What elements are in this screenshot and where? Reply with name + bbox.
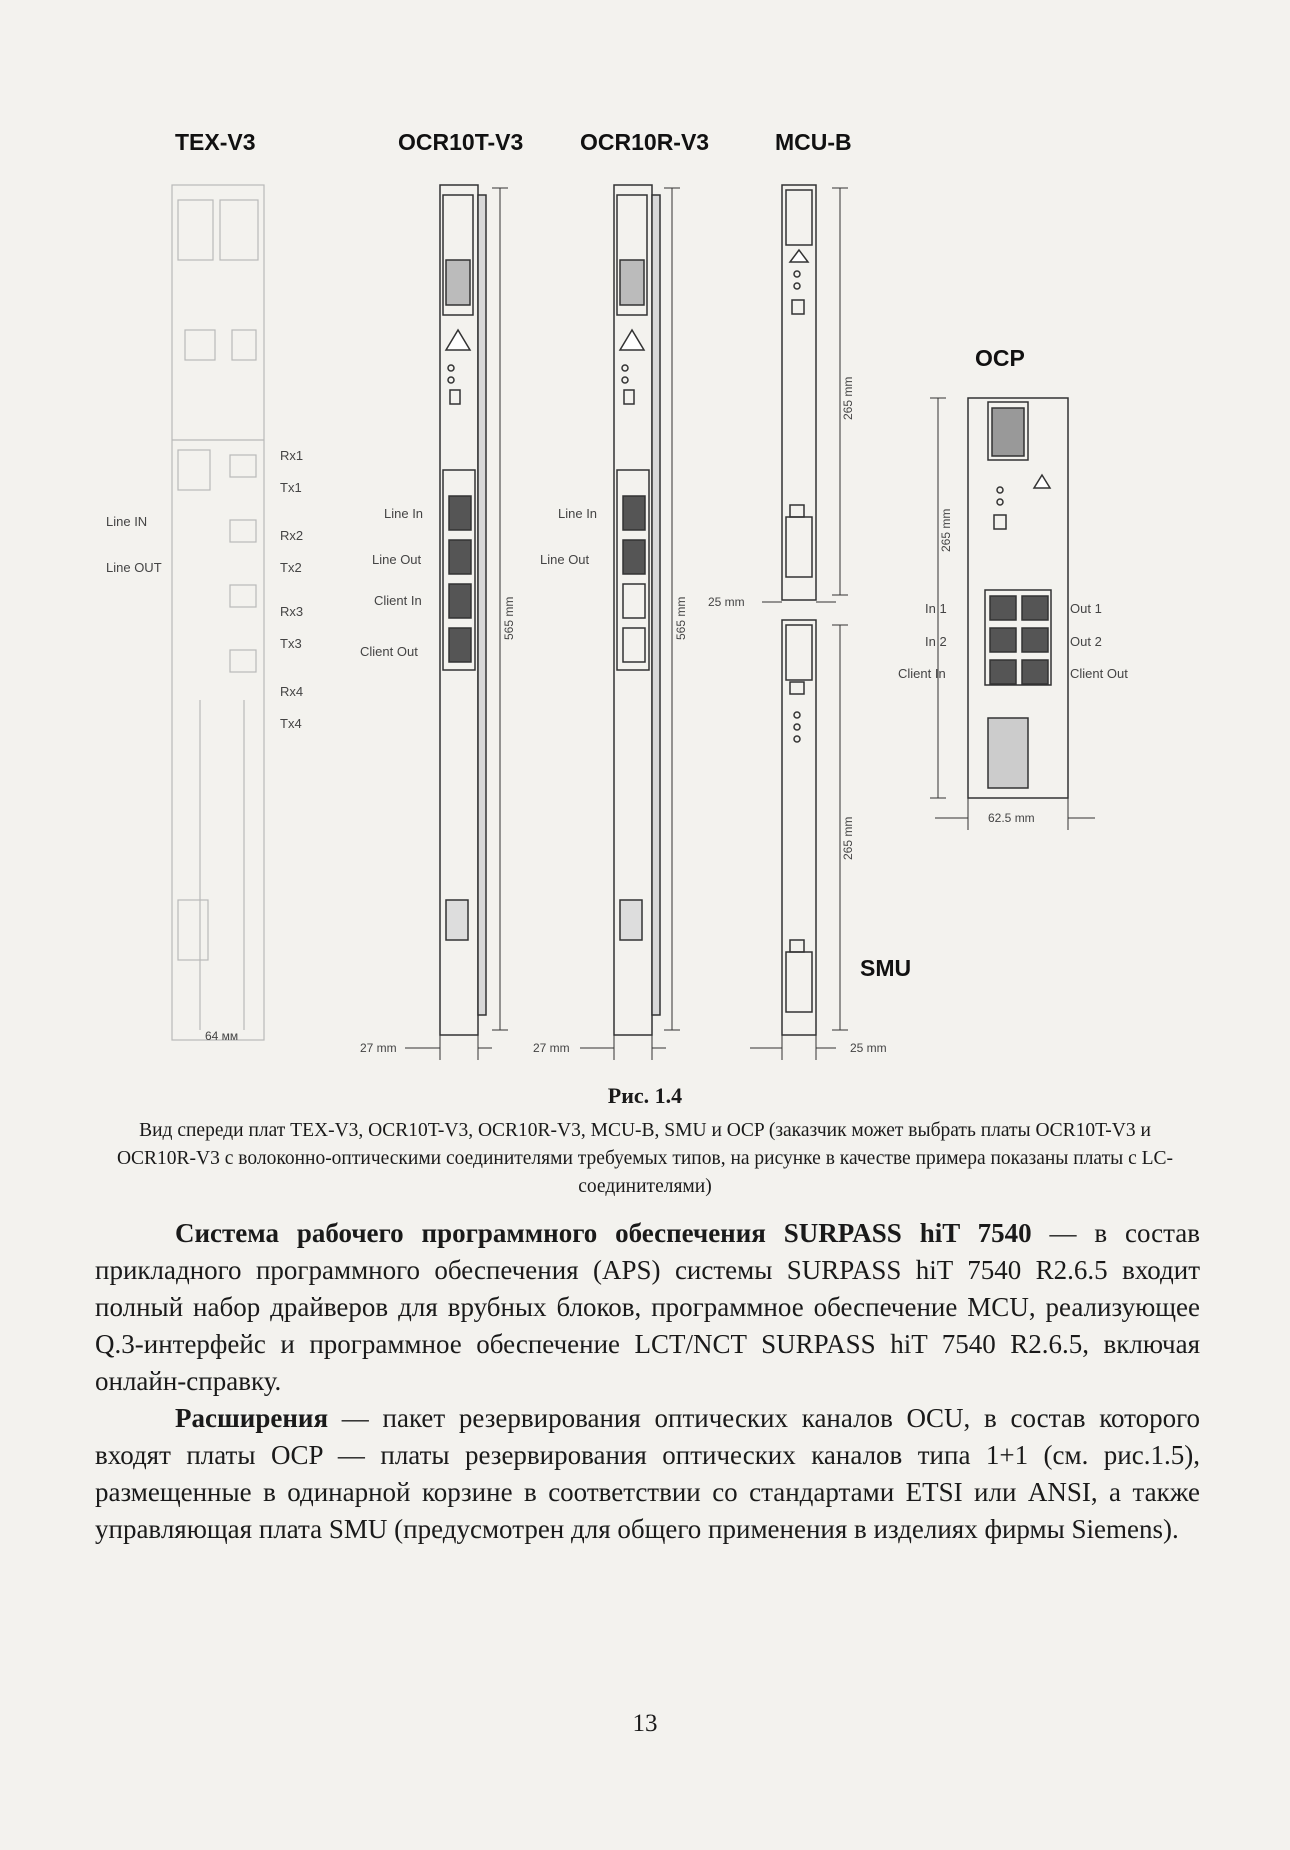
title-ocr10t-v3: OCR10T-V3 — [398, 129, 524, 155]
ocp-label-client-in: Client In — [898, 666, 946, 681]
smu-width-label: 25 mm — [850, 1041, 887, 1055]
smu-board — [782, 620, 816, 1035]
page-number: 13 — [632, 1710, 658, 1737]
mcu-b-board — [782, 185, 816, 600]
ocp-board — [968, 398, 1068, 798]
tex-label-line-out: Line OUT — [106, 560, 162, 575]
ocr10r-v3-board — [614, 185, 660, 1035]
ocp-label-client-out: Client Out — [1070, 666, 1128, 681]
ocp-width-label: 62.5 mm — [988, 811, 1035, 825]
figure-number: Рис. 1.4 — [607, 1083, 683, 1108]
ocr10r-label-line-in: Line In — [558, 506, 598, 521]
smu-dimension-lines — [750, 625, 848, 1060]
paragraph-extensions-text: — пакет резервирования оптических каналов OCU, в состав которого входят платы OCP — платы резервирования оптических каналов типа 1+1 (см. рис.1.5), размещенные в одинарной корзине в соответствии со стандартами ETSI или ANSI, а также управляющая плата SMU (предусмотрен для общего применения в изделиях фирмы Siemens). — [95, 1403, 1200, 1544]
tex-v3-board — [172, 185, 264, 1040]
ocr10t-height-label: 565 mm — [502, 596, 516, 640]
tex-width-label: 64 мм — [205, 1029, 239, 1043]
tex-label-rx2: Rx2 — [280, 528, 304, 543]
title-tex-v3: TEX-V3 — [175, 129, 256, 155]
tex-label-rx3: Rx3 — [280, 604, 304, 619]
paragraph-software-heading: Система рабочего программного обеспечения SURPASS hiT 7540 — [175, 1218, 1032, 1248]
ocr10t-label-client-in: Client In — [374, 593, 422, 608]
ocp-label-in2: In 2 — [925, 634, 947, 649]
ocp-label-out2: Out 2 — [1070, 634, 1102, 649]
title-ocr10r-v3: OCR10R-V3 — [580, 129, 710, 155]
ocr10t-v3-board — [440, 185, 486, 1035]
paragraph-software — [95, 1215, 1200, 1400]
ocp-label-in1: In 1 — [925, 601, 947, 616]
ocr10r-height-label: 565 mm — [674, 596, 688, 640]
ocr10t-width-label: 27 mm — [360, 1041, 397, 1055]
title-mcu-b: MCU-B — [775, 129, 852, 155]
ocr10t-label-line-out: Line Out — [372, 552, 422, 567]
mcu-dimension-lines — [762, 188, 848, 602]
paragraph-extensions-heading: Расширения — [175, 1403, 329, 1433]
tex-label-tx1: Tx1 — [280, 480, 302, 495]
smu-height-label: 265 mm — [841, 816, 855, 860]
title-ocp: OCP — [975, 345, 1025, 371]
tex-label-rx4: Rx4 — [280, 684, 304, 699]
tex-label-rx1: Rx1 — [280, 448, 304, 463]
tex-label-tx2: Tx2 — [280, 560, 302, 575]
tex-label-tx3: Tx3 — [280, 636, 302, 651]
ocp-height-label: 265 mm — [939, 508, 953, 552]
ocr10t-label-client-out: Client Out — [360, 644, 418, 659]
title-smu: SMU — [860, 955, 912, 981]
ocr10r-label-line-out: Line Out — [540, 552, 590, 567]
paragraph-extensions — [95, 1400, 1200, 1548]
mcu-height-label: 265 mm — [841, 376, 855, 420]
ocr10t-label-line-in: Line In — [384, 506, 424, 521]
ocp-label-out1: Out 1 — [1070, 601, 1102, 616]
figure-caption: Вид спереди плат TEX-V3, OCR10T-V3, OCR10R-V3, MCU-B, SMU и OCP (заказчик может выбрать платы OCR10T-V3 и OCR10R-V3 с волоконно-оптическими соединителями требуемых типов, на рисунке в качестве примера показаны платы с LC-соединителями) — [116, 1120, 1174, 1197]
tex-label-tx4: Tx4 — [280, 716, 302, 731]
tex-label-line-in: Line IN — [106, 514, 148, 529]
mcu-width-label: 25 mm — [708, 595, 745, 609]
ocr10r-width-label: 27 mm — [533, 1041, 570, 1055]
body-text — [95, 1215, 1200, 1548]
paragraph-software-text: — в состав прикладного программного обеспечения (APS) системы SURPASS hiT 7540 R2.6.5 входит полный набор драйверов для врубных блоков, программное обеспечение MCU, реализующее Q.3-интерфейс и программное обеспечение LCT/NCT SURPASS hiT 7540 R2.6.5, включая онлайн-справку. — [95, 1218, 1201, 1396]
